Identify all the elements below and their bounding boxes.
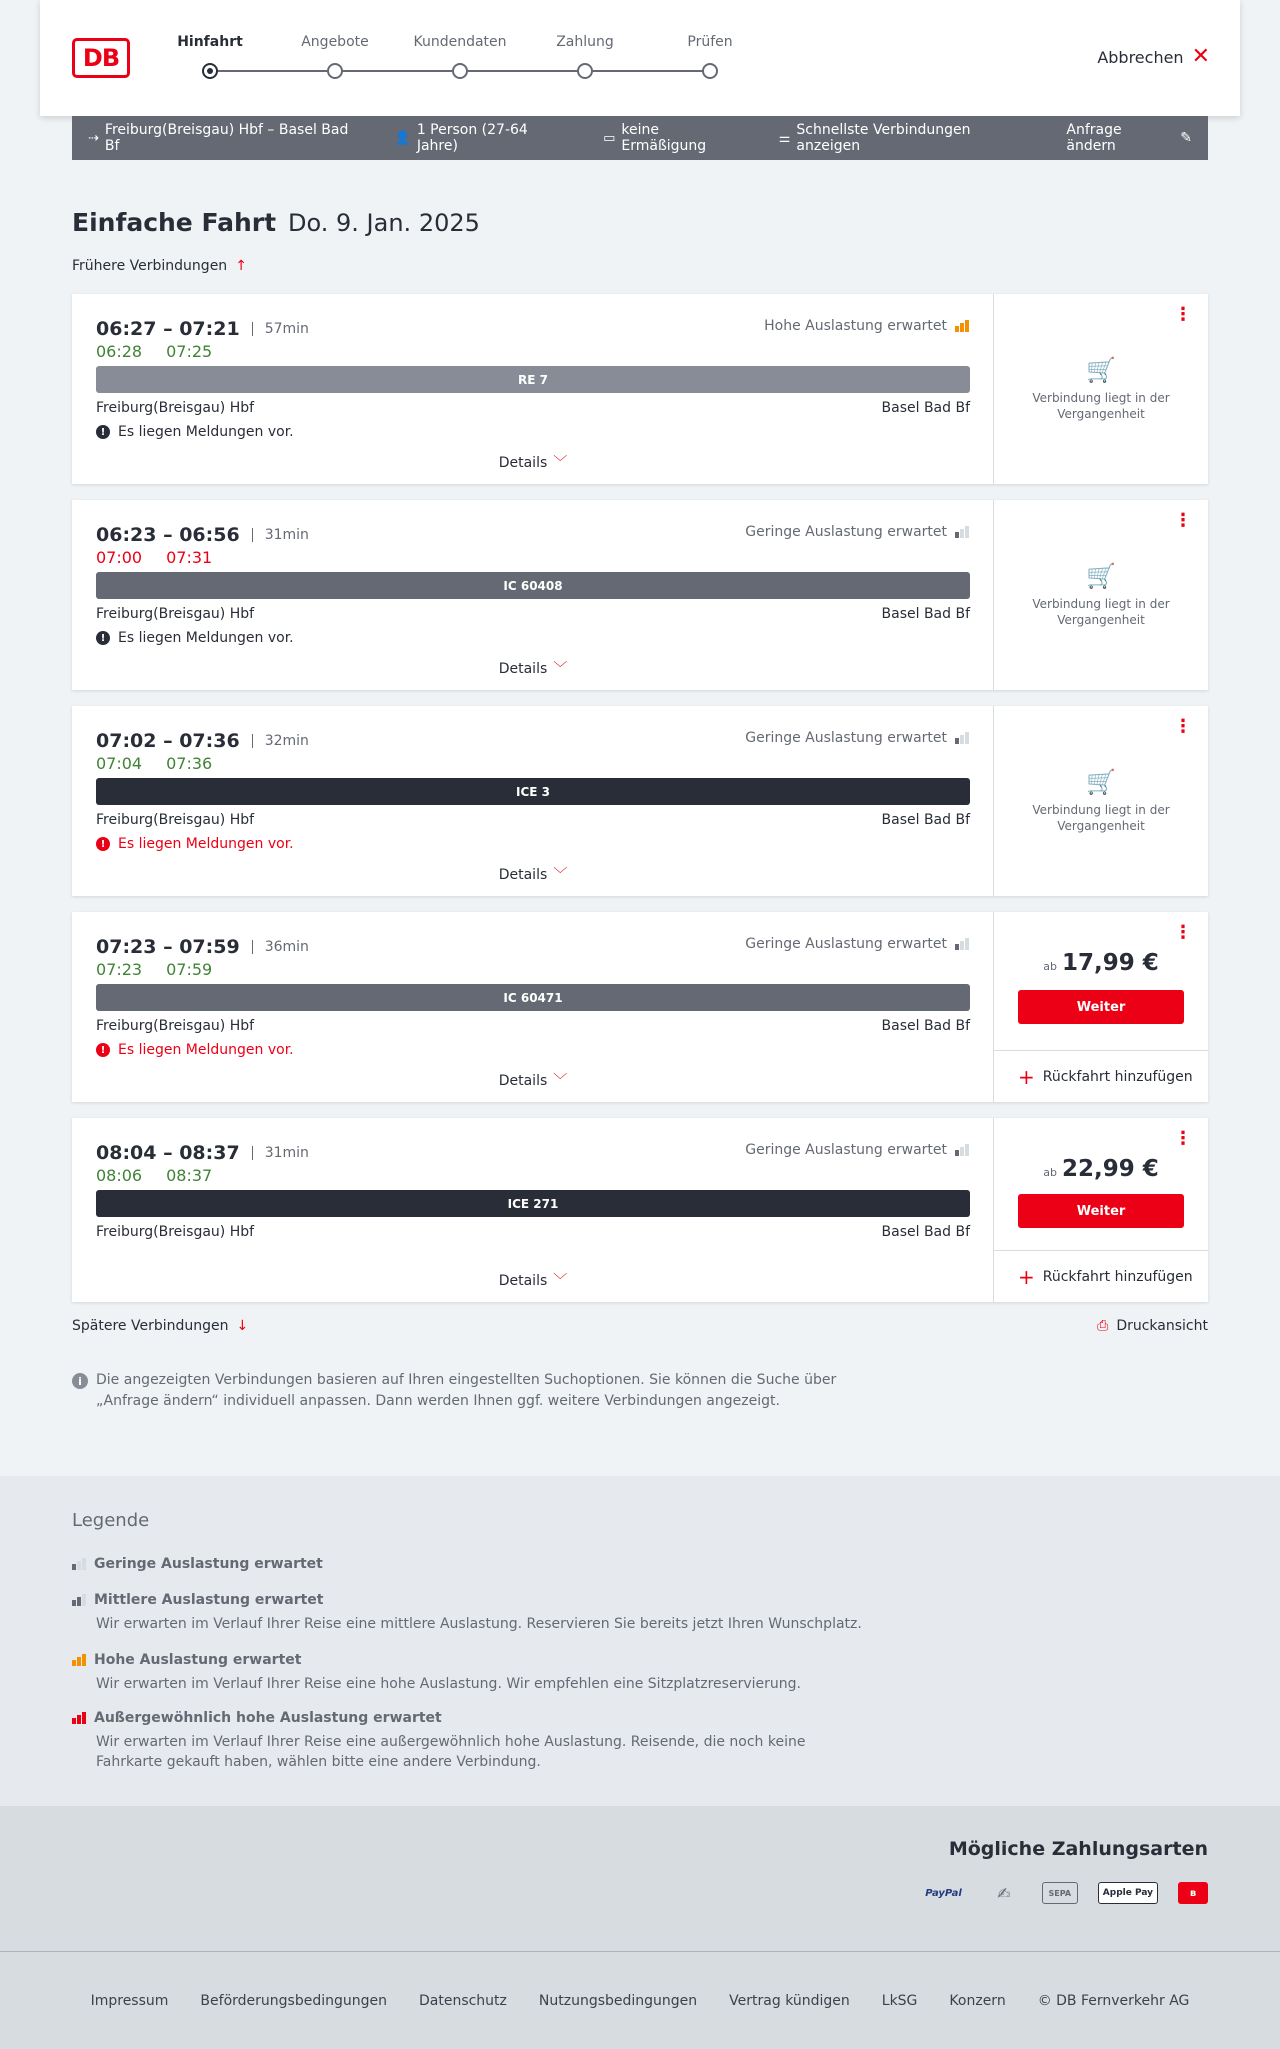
summary-passengers: [395, 122, 569, 154]
scheduled-times: [96, 730, 309, 752]
footer-copyright: © DB Fernverkehr AG: [1037, 1992, 1190, 2009]
arrow-up-icon: ↑: [235, 258, 247, 274]
occupancy-label: Geringe Auslastung erwartet: [745, 524, 947, 540]
footer-link-nutzungsbedingungen[interactable]: Nutzungsbedingungen: [538, 1992, 698, 2009]
continue-button[interactable]: Weiter: [1018, 990, 1184, 1024]
price: [994, 950, 1208, 976]
offer-panel: [994, 1118, 1208, 1302]
notice: [96, 836, 294, 852]
duration: 31min: [252, 1146, 309, 1160]
scheduled-times: [96, 1142, 309, 1164]
scheduled-times: [96, 318, 309, 340]
alert-icon: !: [96, 1043, 110, 1057]
realtime-arrival: 07:31: [166, 548, 213, 567]
realtime-departure: 07:00: [96, 548, 143, 567]
stations: [96, 400, 970, 416]
realtime-arrival: 07:25: [166, 342, 213, 361]
details-toggle[interactable]: [72, 452, 994, 472]
notice: [96, 1042, 294, 1058]
step-label: Prüfen: [687, 34, 733, 50]
scheduled-times: [96, 936, 309, 958]
connection-info: [72, 706, 994, 896]
info-icon: i: [72, 1373, 88, 1389]
train-bar[interactable]: [96, 1190, 970, 1217]
times-text: 07:02 – 07:36: [96, 730, 240, 752]
realtime-times: [96, 754, 212, 773]
times-text: 08:04 – 08:37: [96, 1142, 240, 1164]
offer-panel: [994, 500, 1208, 690]
footer-link-befoerderungsbedingungen[interactable]: Beförderungsbedingungen: [200, 1992, 387, 2009]
step-kundendaten: [405, 34, 515, 50]
scheduled-times: [96, 524, 309, 546]
footer-link-impressum[interactable]: Impressum: [90, 1992, 169, 2009]
return-label: Rückfahrt hinzufügen: [1042, 1268, 1193, 1285]
duration: 57min: [252, 322, 309, 336]
earlier-label: Frühere Verbindungen: [72, 258, 228, 274]
details-label: Details: [498, 661, 548, 677]
footer: [0, 1952, 1280, 2049]
legend-label: Mittlere Auslastung erwartet: [94, 1592, 324, 1608]
db-bonus-icon: ʙ: [1178, 1882, 1208, 1904]
step-hinfahrt: [155, 34, 265, 50]
price-value: 22,99 €: [1062, 1156, 1159, 1182]
train-bar[interactable]: [96, 984, 970, 1011]
step-dot: [327, 63, 343, 79]
realtime-departure: 07:23: [96, 960, 143, 979]
connection-card: [72, 706, 1208, 896]
earlier-connections-link[interactable]: [72, 258, 247, 274]
trip-type: Einfache Fahrt: [72, 208, 277, 237]
plus-icon: +: [1018, 1264, 1035, 1289]
details-toggle[interactable]: [72, 864, 994, 884]
legend-label: Außergewöhnlich hohe Auslastung erwartet: [94, 1710, 442, 1726]
chevron-down-icon: ﹀: [553, 1273, 568, 1289]
add-return-trip-button[interactable]: [994, 1050, 1208, 1102]
print-view-link[interactable]: [1097, 1318, 1208, 1334]
chevron-down-icon: ﹀: [553, 1073, 568, 1089]
add-return-trip-button[interactable]: [994, 1250, 1208, 1302]
sliders-icon: ⚌: [778, 130, 791, 146]
occupancy-icon: [955, 320, 969, 332]
cart-unavailable-icon: 🛒: [1086, 356, 1116, 384]
footer-link-datenschutz[interactable]: Datenschutz: [418, 1992, 507, 2009]
realtime-arrival: 07:59: [166, 960, 213, 979]
occupancy-mid-icon: [72, 1594, 86, 1606]
past-text: Verbindung liegt in der Vergangenheit: [1032, 803, 1170, 833]
step-zahlung: [530, 34, 640, 50]
details-label: Details: [498, 1073, 548, 1089]
price-value: 17,99 €: [1062, 950, 1159, 976]
route-text: Freiburg(Breisgau) Hbf – Basel Bad Bf: [104, 122, 349, 154]
realtime-times: [96, 960, 212, 979]
legend-section: [0, 1476, 1280, 1806]
chevron-down-icon: ﹀: [553, 661, 568, 677]
legend-item-extreme: [72, 1710, 872, 1772]
occupancy-icon: [955, 732, 969, 744]
printer-icon: ⎙: [1097, 1318, 1109, 1334]
db-logo[interactable]: DB: [72, 38, 130, 78]
payment-methods-section: [0, 1806, 1280, 1952]
step-angebote: [280, 34, 390, 50]
cancel-label: Abbrechen: [1097, 47, 1184, 67]
stations: [96, 1224, 970, 1240]
legend-label: Geringe Auslastung erwartet: [94, 1556, 323, 1572]
notice-text: Es liegen Meldungen vor.: [118, 630, 294, 646]
realtime-times: [96, 342, 212, 361]
realtime-departure: 08:06: [96, 1166, 143, 1185]
realtime-departure: 07:04: [96, 754, 143, 773]
times-text: 06:27 – 07:21: [96, 318, 240, 340]
step-pruefen: [655, 34, 765, 50]
occupancy-high-icon: [72, 1654, 86, 1666]
occupancy-info: [745, 936, 969, 952]
payment-icons: [921, 1882, 1208, 1904]
alert-icon: !: [96, 631, 110, 645]
to-station: Basel Bad Bf: [881, 1224, 970, 1240]
edit-label: Anfrage ändern: [1066, 122, 1122, 154]
train-bar[interactable]: [96, 778, 970, 805]
more-options-icon[interactable]: ⋮: [1174, 304, 1192, 325]
details-label: Details: [498, 455, 548, 471]
step-label: Zahlung: [556, 34, 614, 50]
realtime-times: [96, 548, 212, 567]
past-connection-notice: [994, 356, 1208, 422]
from-station: Freiburg(Breisgau) Hbf: [96, 1224, 255, 1240]
legend-desc: Wir erwarten im Verlauf Ihrer Reise eine außergewöhnlich hohe Auslastung. Reisende, die noch keine Fahrkarte gekauft haben, wählen bitte eine andere Verbindung.: [96, 1734, 806, 1770]
more-options-icon[interactable]: ⋮: [1174, 1128, 1192, 1149]
past-text: Verbindung liegt in der Vergangenheit: [1032, 391, 1170, 421]
payment-title: Mögliche Zahlungsarten: [948, 1838, 1208, 1860]
passengers-text: 1 Person (27-64 Jahre): [416, 122, 528, 154]
legend-item-mid: [72, 1592, 872, 1634]
to-station: Basel Bad Bf: [881, 812, 970, 828]
occupancy-label: Geringe Auslastung erwartet: [745, 1142, 947, 1158]
train-bar[interactable]: [96, 572, 970, 599]
connection-card: [72, 1118, 1208, 1302]
summary-route: [88, 122, 361, 154]
filter-text: Schnellste Verbindungen anzeigen: [796, 122, 971, 154]
step-dot: [452, 63, 468, 79]
footer-link-lksg[interactable]: LkSG: [881, 1992, 918, 2009]
occupancy-label: Geringe Auslastung erwartet: [745, 936, 947, 952]
person-icon: 👤: [394, 130, 411, 146]
chevron-down-icon: ﹀: [553, 867, 568, 883]
past-text: Verbindung liegt in der Vergangenheit: [1032, 597, 1170, 627]
realtime-departure: 06:28: [96, 342, 143, 361]
realtime-arrival: 08:37: [166, 1166, 213, 1185]
from-station: Freiburg(Breisgau) Hbf: [96, 400, 255, 416]
later-connections-link[interactable]: [72, 1318, 248, 1334]
notice-text: Es liegen Meldungen vor.: [118, 1042, 294, 1058]
chevron-down-icon: ﹀: [553, 455, 568, 471]
past-connection-notice: [994, 562, 1208, 628]
summary-filter: [779, 122, 1033, 154]
later-label: Spätere Verbindungen: [72, 1318, 229, 1334]
booking-stepper: [177, 34, 733, 84]
offer-panel: [994, 294, 1208, 484]
offer-panel: [994, 912, 1208, 1102]
more-options-icon[interactable]: ⋮: [1174, 716, 1192, 737]
occupancy-info: [745, 1142, 969, 1158]
realtime-times: [96, 1166, 212, 1185]
summary-discount: [603, 122, 745, 154]
stations: [96, 1018, 970, 1034]
return-label: Rückfahrt hinzufügen: [1042, 1068, 1193, 1085]
train-name: IC 60471: [503, 990, 563, 1005]
price-prefix: ab: [1043, 1166, 1057, 1179]
close-icon: ✕: [1191, 44, 1210, 69]
plus-icon: +: [1018, 1064, 1035, 1089]
occupancy-label: Hohe Auslastung erwartet: [764, 318, 947, 334]
train-name: RE 7: [518, 372, 548, 387]
arrow-right-icon: ⇢: [88, 130, 99, 146]
apple-pay-icon: Apple Pay: [1098, 1882, 1158, 1904]
legend-desc: Wir erwarten im Verlauf Ihrer Reise eine mittlere Auslastung. Reservieren Sie bereits jetzt Ihren Wunschplatz.: [96, 1616, 862, 1632]
train-bar[interactable]: [96, 366, 970, 393]
details-label: Details: [498, 1273, 548, 1289]
duration: 32min: [252, 734, 309, 748]
more-options-icon[interactable]: ⋮: [1174, 510, 1192, 531]
cart-unavailable-icon: 🛒: [1086, 768, 1116, 796]
occupancy-info: [745, 524, 969, 540]
notice: [96, 424, 294, 440]
step-dot: [202, 63, 218, 79]
legend-title: Legende: [72, 1510, 150, 1531]
occupancy-info: [745, 730, 969, 746]
duration: 31min: [252, 528, 309, 542]
from-station: Freiburg(Breisgau) Hbf: [96, 606, 255, 622]
notice-text: Es liegen Meldungen vor.: [118, 836, 294, 852]
step-label: Hinfahrt: [177, 34, 243, 50]
more-options-icon[interactable]: ⋮: [1174, 922, 1192, 943]
occupancy-info: [764, 318, 969, 334]
price-prefix: ab: [1043, 960, 1057, 973]
price: [994, 1156, 1208, 1182]
footer-link-konzern[interactable]: Konzern: [949, 1992, 1006, 2009]
sepa-icon: SEPA: [1042, 1882, 1078, 1904]
edit-request-button[interactable]: [1066, 122, 1192, 154]
legend-item-low: [72, 1556, 872, 1572]
duration: 36min: [252, 940, 309, 954]
notice: [96, 630, 294, 646]
occupancy-label: Geringe Auslastung erwartet: [745, 730, 947, 746]
page-title: [72, 208, 480, 237]
details-toggle[interactable]: [72, 1070, 994, 1090]
stations: [96, 606, 970, 622]
legend-desc: Wir erwarten im Verlauf Ihrer Reise eine hohe Auslastung. Wir empfehlen eine Sitzplatzreservierung.: [96, 1676, 801, 1692]
from-station: Freiburg(Breisgau) Hbf: [96, 1018, 255, 1034]
paypal-icon: PayPal: [925, 1887, 962, 1899]
times-text: 07:23 – 07:59: [96, 936, 240, 958]
connection-card: [72, 500, 1208, 690]
connection-info: [72, 500, 994, 690]
search-info-note: [72, 1370, 852, 1412]
step-label: Kundendaten: [413, 34, 507, 50]
connection-info: [72, 294, 994, 484]
cancel-button[interactable]: [1097, 46, 1210, 68]
occupancy-extreme-icon: [72, 1712, 86, 1724]
from-station: Freiburg(Breisgau) Hbf: [96, 812, 255, 828]
connection-info: [72, 912, 994, 1102]
details-label: Details: [498, 867, 548, 883]
step-dot: [702, 63, 718, 79]
notice-text: Es liegen Meldungen vor.: [118, 424, 294, 440]
search-summary-bar: [72, 116, 1208, 160]
alert-icon: !: [96, 837, 110, 851]
train-name: ICE 271: [507, 1196, 559, 1211]
step-label: Angebote: [301, 34, 369, 50]
offer-panel: [994, 706, 1208, 896]
stations: [96, 812, 970, 828]
times-text: 06:23 – 06:56: [96, 524, 240, 546]
legend-label: Hohe Auslastung erwartet: [94, 1652, 302, 1668]
continue-button[interactable]: Weiter: [1018, 1194, 1184, 1228]
connection-card: [72, 912, 1208, 1102]
to-station: Basel Bad Bf: [881, 1018, 970, 1034]
pencil-icon: ✎: [1180, 130, 1193, 146]
trip-date: Do. 9. Jan. 2025: [288, 209, 480, 237]
realtime-arrival: 07:36: [166, 754, 213, 773]
card-icon: ▭: [603, 130, 616, 146]
occupancy-icon: [955, 938, 969, 950]
train-name: IC 60408: [503, 578, 563, 593]
direct-debit-icon: ✍: [997, 1883, 1011, 1903]
occupancy-icon: [955, 1144, 969, 1156]
footer-link-vertrag-kuendigen[interactable]: Vertrag kündigen: [729, 1992, 850, 2009]
discount-text: keine Ermäßigung: [621, 122, 707, 154]
print-label: Druckansicht: [1116, 1318, 1208, 1334]
info-text: Die angezeigten Verbindungen basieren auf Ihren eingestellten Suchoptionen. Sie können die Suche über „Anfrage ändern“ individuell anpassen. Dann werden Ihnen ggf. weitere Verbindungen angezeigt.: [96, 1372, 837, 1409]
to-station: Basel Bad Bf: [881, 400, 970, 416]
arrow-down-icon: ↓: [236, 1318, 249, 1334]
connection-info: [72, 1118, 994, 1302]
past-connection-notice: [994, 768, 1208, 834]
details-toggle[interactable]: [72, 1270, 994, 1290]
train-name: ICE 3: [516, 784, 550, 799]
occupancy-low-icon: [72, 1558, 86, 1570]
alert-icon: !: [96, 425, 110, 439]
occupancy-icon: [955, 526, 969, 538]
header: [40, 0, 1240, 116]
legend-item-high: [72, 1652, 872, 1694]
details-toggle[interactable]: [72, 658, 994, 678]
step-dot: [577, 63, 593, 79]
cart-unavailable-icon: 🛒: [1086, 562, 1116, 590]
to-station: Basel Bad Bf: [881, 606, 970, 622]
connection-card: [72, 294, 1208, 484]
